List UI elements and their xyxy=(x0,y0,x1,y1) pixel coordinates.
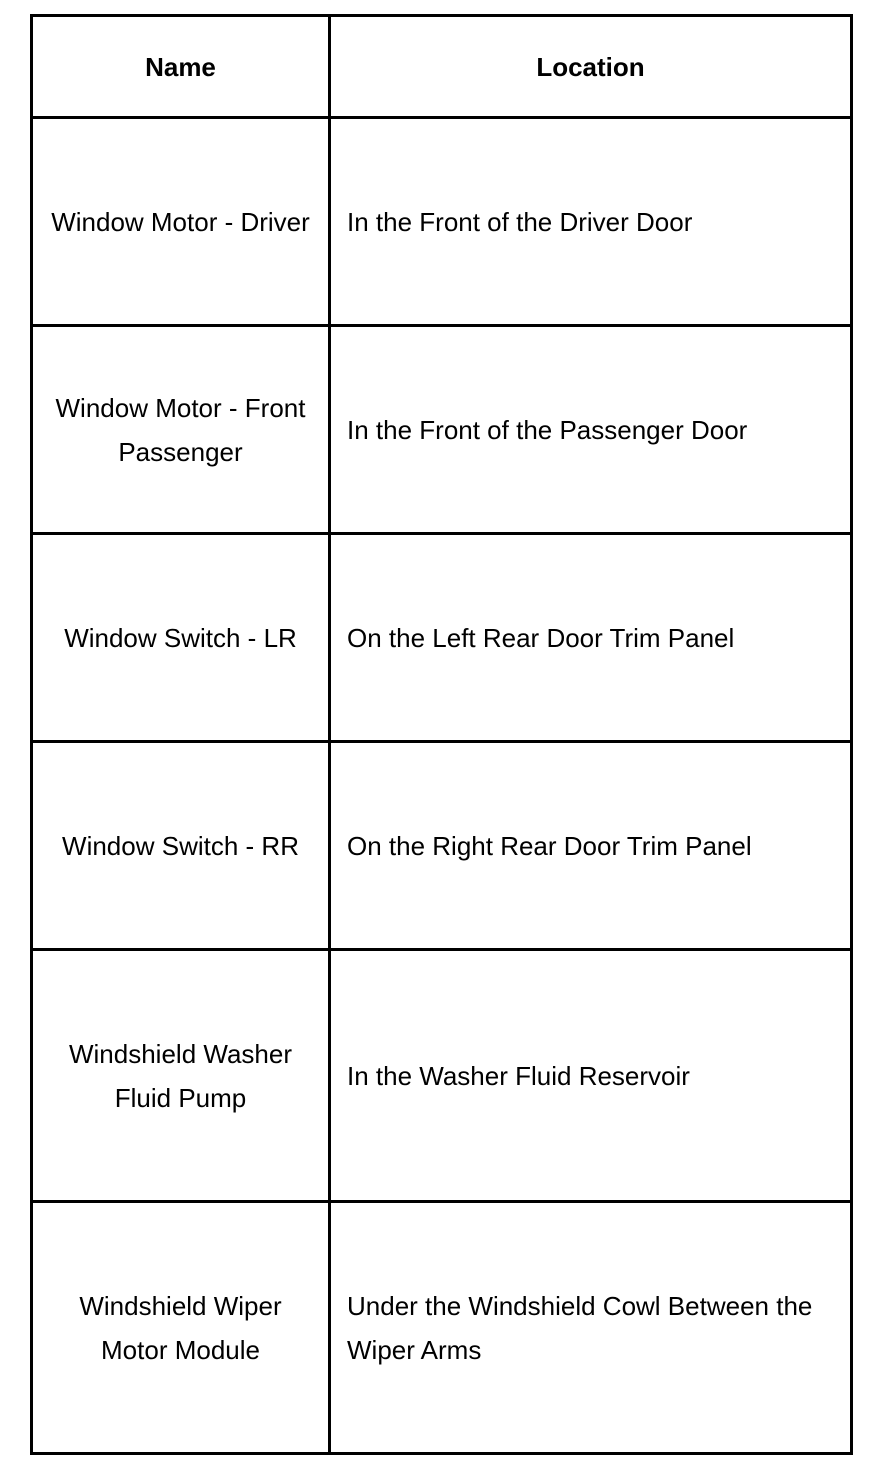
header-name: Name xyxy=(32,16,330,118)
table-row xyxy=(32,1202,852,1454)
component-location: In the Washer Fluid Reservoir xyxy=(330,950,852,1202)
component-location: In the Front of the Passenger Door xyxy=(330,326,852,534)
component-name: Window Switch - RR xyxy=(32,742,330,950)
component-name: Window Switch - LR xyxy=(32,534,330,742)
table-row xyxy=(32,534,852,742)
component-location: Under the Windshield Cowl Between the Wiper Arms xyxy=(330,1202,852,1454)
table-row xyxy=(32,326,852,534)
component-name: Window Motor - Front Passenger xyxy=(32,326,330,534)
table-row xyxy=(32,742,852,950)
component-location: In the Front of the Driver Door xyxy=(330,118,852,326)
component-location-table xyxy=(30,14,853,1455)
component-name: Window Motor - Driver xyxy=(32,118,330,326)
table-row xyxy=(32,950,852,1202)
component-location: On the Right Rear Door Trim Panel xyxy=(330,742,852,950)
component-name: Windshield Wiper Motor Module xyxy=(32,1202,330,1454)
header-row xyxy=(32,16,852,118)
table-row xyxy=(32,118,852,326)
component-location: On the Left Rear Door Trim Panel xyxy=(330,534,852,742)
component-name: Windshield Washer Fluid Pump xyxy=(32,950,330,1202)
header-location: Location xyxy=(330,16,852,118)
